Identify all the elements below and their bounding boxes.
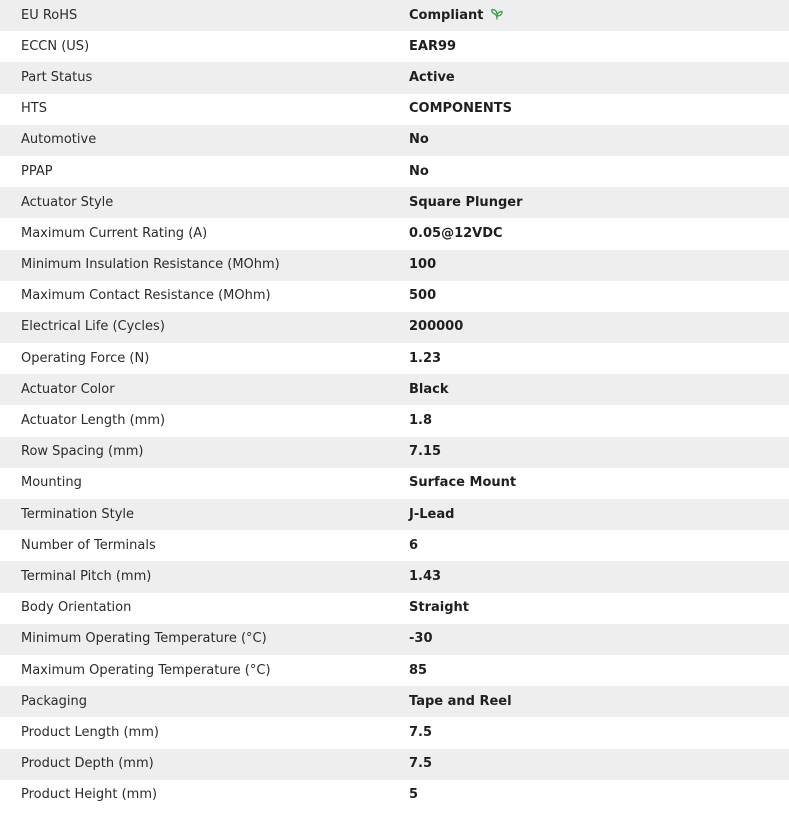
spec-value: 7.5 (409, 724, 433, 740)
spec-row (0, 593, 789, 624)
spec-row (0, 156, 789, 187)
spec-value: 100 (409, 257, 437, 273)
spec-label: Minimum Insulation Resistance (MOhm) (21, 257, 280, 273)
spec-label: Row Spacing (mm) (21, 444, 144, 460)
spec-value: No (409, 163, 429, 179)
spec-row (0, 218, 789, 249)
spec-row (0, 187, 789, 218)
spec-row (0, 530, 789, 561)
spec-row (0, 468, 789, 499)
spec-value: Black (409, 381, 449, 397)
spec-label: EU RoHS (21, 7, 78, 23)
spec-label: Terminal Pitch (mm) (21, 568, 152, 584)
spec-row (0, 405, 789, 436)
spec-row (0, 749, 789, 780)
spec-row (0, 655, 789, 686)
spec-value: Square Plunger (409, 194, 523, 210)
spec-value: EAR99 (409, 38, 457, 54)
spec-value-cell (388, 686, 789, 717)
spec-value: COMPONENTS (409, 101, 512, 117)
spec-label: Maximum Current Rating (A) (21, 225, 208, 241)
spec-label: Actuator Length (mm) (21, 413, 166, 429)
spec-label: Automotive (21, 132, 97, 148)
spec-value: 0.05@12VDC (409, 225, 503, 241)
spec-value-cell (388, 749, 789, 780)
spec-value-cell (388, 499, 789, 530)
spec-value: No (409, 132, 429, 148)
spec-label: Body Orientation (21, 600, 132, 616)
spec-value-cell (388, 530, 789, 561)
spec-row (0, 281, 789, 312)
spec-value: 1.8 (409, 413, 433, 429)
spec-value-cell (388, 125, 789, 156)
spec-value: 7.15 (409, 444, 442, 460)
spec-value: Compliant (409, 8, 484, 24)
spec-row (0, 561, 789, 592)
spec-value: 6 (409, 537, 419, 553)
spec-value: J-Lead (409, 506, 455, 522)
spec-row (0, 94, 789, 125)
spec-row (0, 31, 789, 62)
spec-row (0, 250, 789, 281)
spec-value: Surface Mount (409, 475, 517, 491)
spec-row (0, 125, 789, 156)
spec-value-cell (388, 0, 789, 31)
spec-label: Actuator Style (21, 194, 114, 210)
spec-value-cell (388, 156, 789, 187)
spec-value-cell (388, 655, 789, 686)
spec-label: Product Height (mm) (21, 787, 158, 803)
spec-value-cell (388, 281, 789, 312)
spec-value-cell (388, 187, 789, 218)
spec-label: Part Status (21, 69, 93, 85)
spec-row (0, 686, 789, 717)
spec-row (0, 717, 789, 748)
spec-label: Actuator Color (21, 381, 115, 397)
spec-value-cell (388, 468, 789, 499)
spec-value: Tape and Reel (409, 693, 512, 709)
spec-label: ECCN (US) (21, 38, 90, 54)
spec-value-cell (388, 312, 789, 343)
spec-label: Product Length (mm) (21, 724, 159, 740)
spec-value-cell (388, 250, 789, 281)
spec-value: 5 (409, 787, 419, 803)
leaf-icon (490, 7, 504, 21)
spec-row (0, 437, 789, 468)
spec-value-cell (388, 780, 789, 811)
spec-row (0, 780, 789, 811)
spec-label: Electrical Life (Cycles) (21, 319, 165, 335)
spec-value-cell (388, 405, 789, 436)
spec-row (0, 374, 789, 405)
spec-value: 200000 (409, 319, 464, 335)
spec-value-cell (388, 94, 789, 125)
spec-value: 85 (409, 662, 428, 678)
spec-row (0, 0, 789, 31)
spec-value: 7.5 (409, 756, 433, 772)
spec-value-cell (388, 343, 789, 374)
spec-value-cell (388, 374, 789, 405)
spec-row (0, 312, 789, 343)
spec-value-cell (388, 218, 789, 249)
spec-label: Mounting (21, 475, 82, 491)
spec-label: Maximum Contact Resistance (MOhm) (21, 288, 271, 304)
spec-value: 1.23 (409, 350, 442, 366)
spec-value: Straight (409, 600, 469, 616)
spec-value-cell (388, 437, 789, 468)
spec-label: Product Depth (mm) (21, 756, 154, 772)
spec-value: 500 (409, 288, 437, 304)
spec-value: -30 (409, 631, 433, 647)
spec-value-cell (388, 31, 789, 62)
spec-value: Active (409, 69, 455, 85)
spec-label: Maximum Operating Temperature (°C) (21, 662, 271, 678)
spec-value-cell (388, 593, 789, 624)
spec-label: PPAP (21, 163, 53, 179)
spec-value-cell (388, 561, 789, 592)
spec-value: 1.43 (409, 568, 442, 584)
spec-label: Number of Terminals (21, 537, 156, 553)
spec-value-cell (388, 624, 789, 655)
spec-row (0, 624, 789, 655)
spec-value-cell (388, 717, 789, 748)
spec-label: Minimum Operating Temperature (°C) (21, 631, 267, 647)
spec-value-cell (388, 62, 789, 93)
spec-row (0, 499, 789, 530)
spec-row (0, 343, 789, 374)
spec-label: Termination Style (21, 506, 135, 522)
spec-row (0, 62, 789, 93)
spec-label: Packaging (21, 693, 87, 709)
spec-label: Operating Force (N) (21, 350, 150, 366)
spec-label: HTS (21, 101, 47, 117)
